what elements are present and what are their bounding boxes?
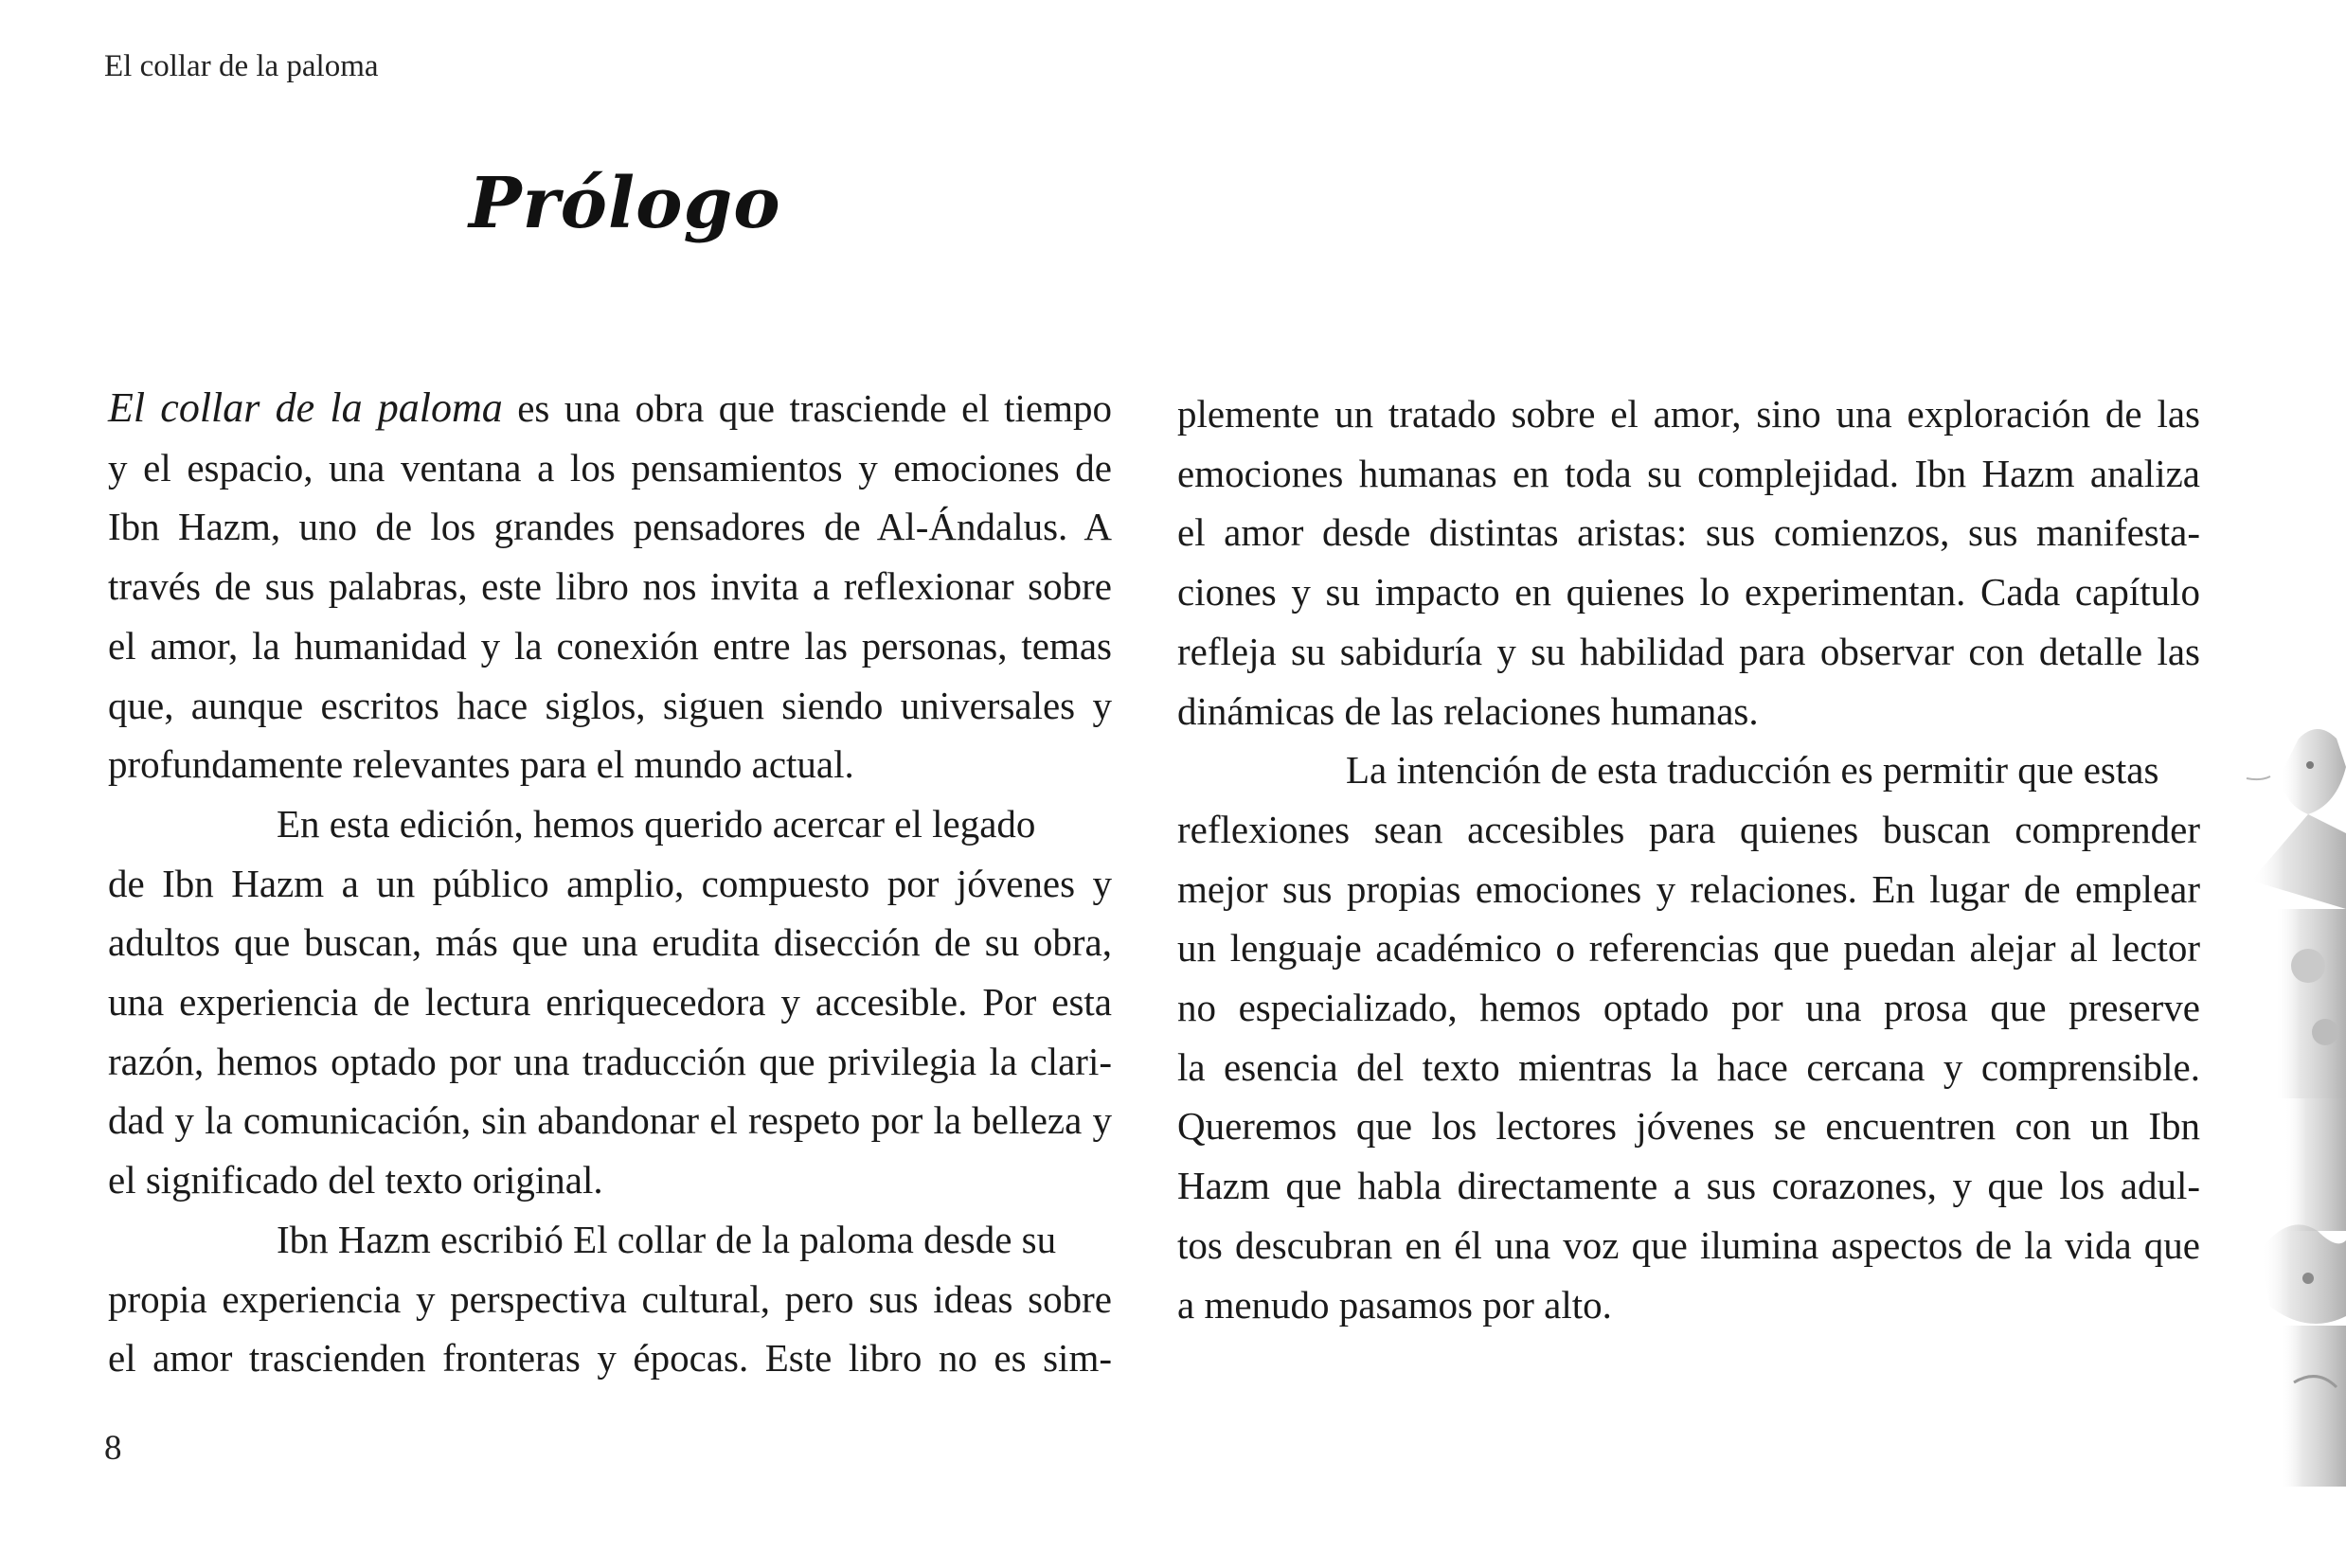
text-line: mejor sus propias emociones y relaciones. En lugar de emplear bbox=[1177, 866, 2200, 911]
text-line: reflexiones sean accesibles para quienes buscan comprender bbox=[1177, 807, 2200, 851]
mouse-tower-illustration-icon bbox=[2242, 720, 2346, 1487]
text-line: tos descubran en él una voz que ilumina aspectos de la vida que bbox=[1177, 1222, 2200, 1267]
running-header: El collar de la paloma bbox=[104, 49, 379, 83]
text-line: el amor trascienden fronteras y épocas. Este libro no es sim- bbox=[108, 1336, 1112, 1381]
text-line: profundamente relevantes para el mundo actual. bbox=[108, 742, 854, 787]
text-line: Hazm que habla directamente a sus corazones, y que los adul- bbox=[1177, 1164, 2200, 1208]
text-line: de Ibn Hazm a un público amplio, compuesto por jóvenes y bbox=[108, 861, 1112, 905]
text-line: la esencia del texto mientras la hace cercana y comprensible. bbox=[1177, 1044, 2200, 1089]
text-line: dad y la comunicación, sin abandonar el respeto por la belleza y bbox=[108, 1098, 1112, 1143]
text-line: Ibn Hazm, uno de los grandes pensadores de Al-Ándalus. A bbox=[108, 505, 1112, 549]
text-line: ciones y su impacto en quienes lo experimentan. Cada capítulo bbox=[1177, 570, 2200, 615]
text-line: una experiencia de lectura enriquecedora y accesible. Por esta bbox=[108, 980, 1112, 1025]
text-line: a menudo pasamos por alto. bbox=[1177, 1282, 1612, 1327]
text-line: un lenguaje académico o referencias que puedan alejar al lector bbox=[1177, 926, 2200, 971]
text-line: través de sus palabras, este libro nos invita a reflexionar sobre bbox=[108, 564, 1112, 609]
text-line: refleja su sabiduría y su habilidad para observar con detalle las bbox=[1177, 629, 2200, 673]
paragraph-start-line: Ibn Hazm escribió El collar de la paloma desde su bbox=[277, 1217, 1057, 1261]
text-line: plemente un tratado sobre el amor, sino una exploración de las bbox=[1177, 392, 2200, 436]
text-line: Queremos que los lectores jóvenes se encuentren con un Ibn bbox=[1177, 1104, 2200, 1149]
chapter-title: Prólogo bbox=[469, 163, 781, 244]
text-line: propia experiencia y perspectiva cultural, pero sus ideas sobre bbox=[108, 1276, 1112, 1321]
right-text-column bbox=[1177, 384, 2200, 1334]
text-line: adultos que buscan, más que una erudita disección de su obra, bbox=[108, 920, 1112, 965]
left-text-column bbox=[108, 379, 1112, 1388]
text-line: razón, hemos optado por una traducción que privilegia la clari- bbox=[108, 1039, 1112, 1083]
text-line: el amor desde distintas aristas: sus comienzos, sus manifesta- bbox=[1177, 510, 2200, 555]
text-line-rest: es una obra que trasciende el tiempo bbox=[502, 386, 1112, 430]
paragraph-start-line: La intención de esta traducción es permitir que estas bbox=[1346, 748, 2159, 793]
text-line: emociones humanas en toda su complejidad. Ibn Hazm analiza bbox=[1177, 451, 2200, 495]
text-line bbox=[108, 379, 1112, 438]
book-title-italic: El collar de la paloma bbox=[108, 384, 503, 431]
text-line: el significado del texto original. bbox=[108, 1158, 603, 1203]
text-line: y el espacio, una ventana a los pensamientos y emociones de bbox=[108, 445, 1112, 490]
text-line: el amor, la humanidad y la conexión entre las personas, temas bbox=[108, 623, 1112, 668]
page-number: 8 bbox=[104, 1429, 122, 1468]
text-line: que, aunque escritos hace siglos, siguen siendo universales y bbox=[108, 683, 1112, 727]
text-line: no especializado, hemos optado por una prosa que preserve bbox=[1177, 986, 2200, 1030]
text-line: dinámicas de las relaciones humanas. bbox=[1177, 688, 1759, 733]
paragraph-start-line: En esta edición, hemos querido acercar el legado bbox=[277, 801, 1036, 846]
